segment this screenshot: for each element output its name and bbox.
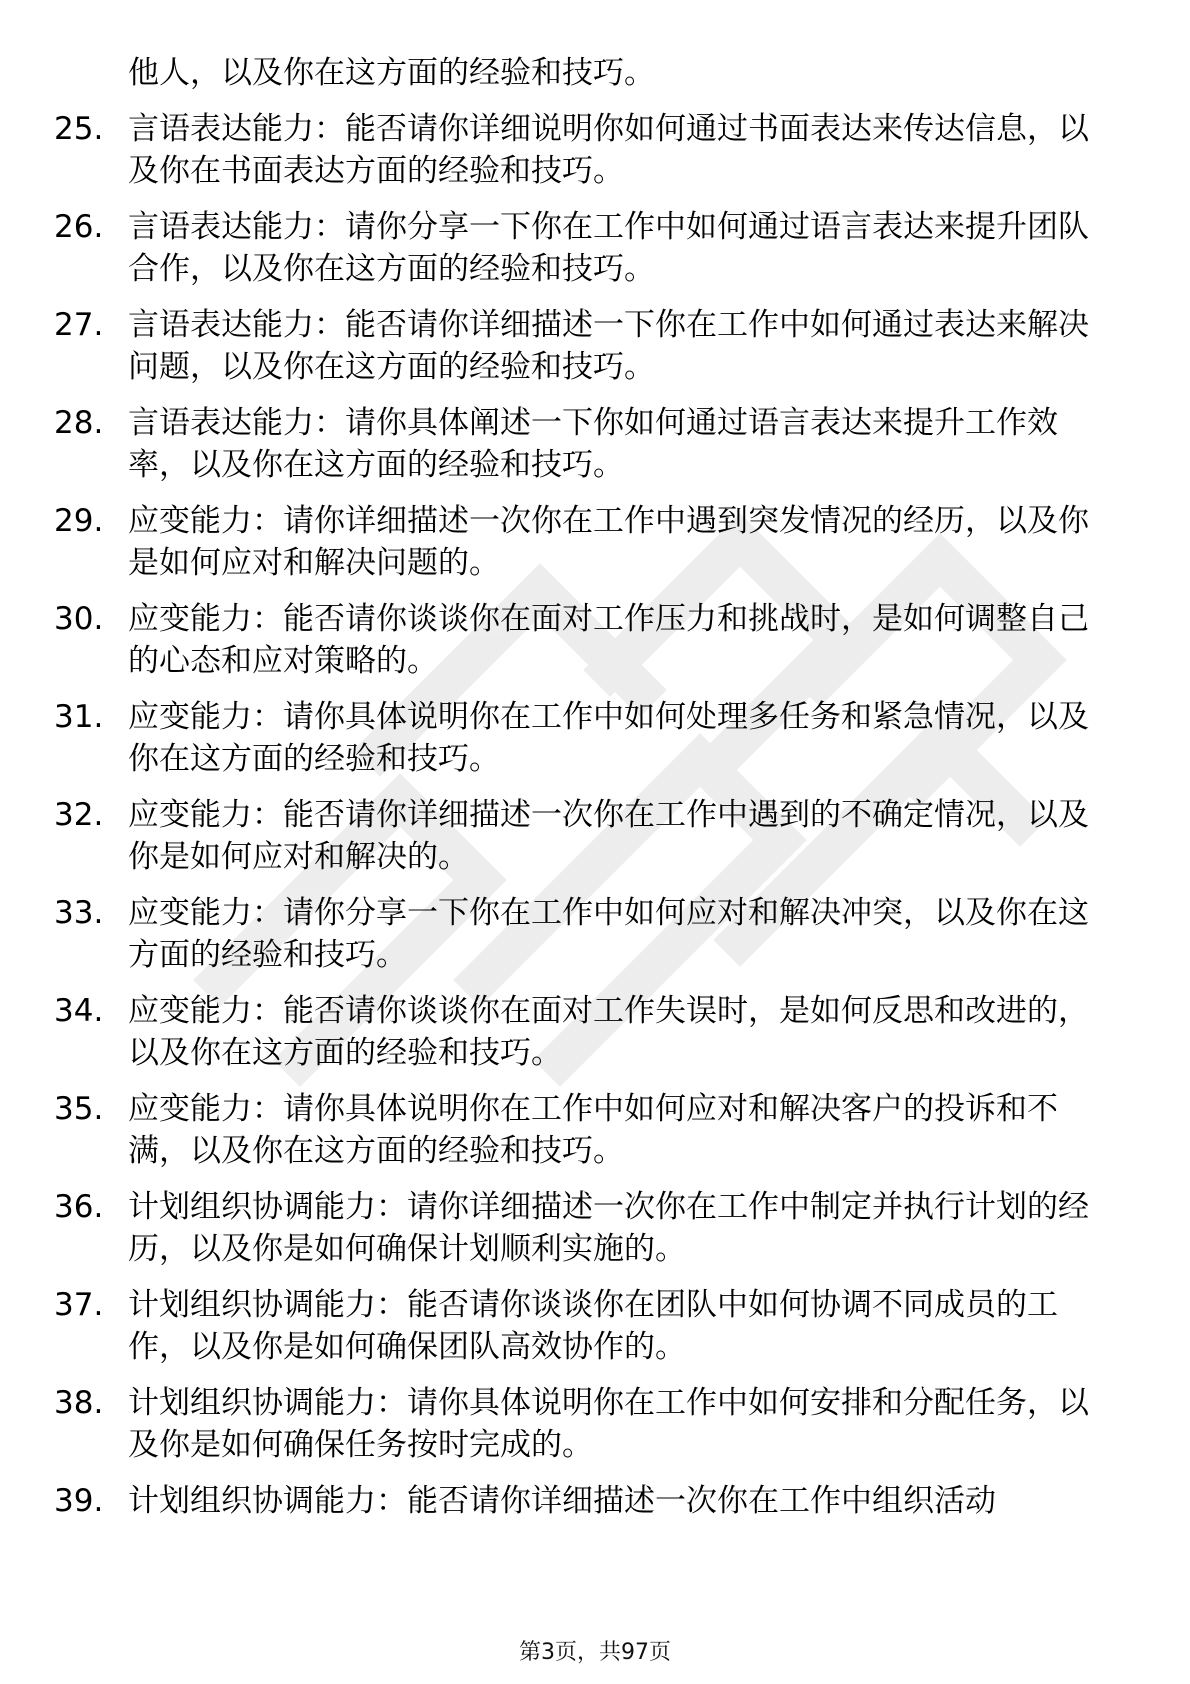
- item-text: 应变能力：能否请你谈谈你在面对工作压力和挑战时，是如何调整自己的心态和应对策略的。: [128, 601, 1089, 679]
- item-text: 言语表达能力：能否请你详细描述一下你在工作中如何通过表达来解决问题，以及你在这方面的经验和技巧。: [128, 307, 1089, 385]
- page-footer: 第3页，共97页: [519, 1640, 671, 1665]
- list-item: [0, 1088, 1190, 1172]
- list-item: [0, 892, 1190, 976]
- list-item: [0, 1382, 1190, 1466]
- item-number: 33.: [54, 895, 104, 931]
- item-text: 应变能力：请你分享一下你在工作中如何应对和解决冲突，以及你在这方面的经验和技巧。: [128, 895, 1089, 973]
- item-text: 应变能力：能否请你详细描述一次你在工作中遇到的不确定情况，以及你是如何应对和解决的。: [128, 797, 1089, 875]
- list-item: [0, 500, 1190, 584]
- list-item: [0, 794, 1190, 878]
- item-text: 言语表达能力：请你具体阐述一下你如何通过语言表达来提升工作效率，以及你在这方面的经验和技巧。: [128, 405, 1058, 483]
- item-number: 39.: [54, 1483, 104, 1519]
- item-text: 计划组织协调能力：能否请你谈谈你在团队中如何协调不同成员的工作，以及你是如何确保团队高效协作的。: [128, 1287, 1058, 1365]
- list-item: [0, 598, 1190, 682]
- list-item: [0, 206, 1190, 290]
- item-number: 37.: [54, 1287, 104, 1323]
- list-item: [0, 990, 1190, 1074]
- item-number: 38.: [54, 1385, 104, 1421]
- list-item: [0, 402, 1190, 486]
- question-list: [0, 52, 1190, 1536]
- item-number: 27.: [54, 307, 104, 343]
- item-number: 35.: [54, 1091, 104, 1127]
- continuation-text: 他人，以及你在这方面的经验和技巧。: [128, 55, 655, 91]
- item-text: 计划组织协调能力：能否请你详细描述一次你在工作中组织活动: [128, 1483, 996, 1519]
- item-number: 34.: [54, 993, 104, 1029]
- item-number: 36.: [54, 1189, 104, 1225]
- item-text: 应变能力：请你详细描述一次你在工作中遇到突发情况的经历，以及你是如何应对和解决问题的。: [128, 503, 1089, 581]
- list-item: [0, 108, 1190, 192]
- list-item: [0, 304, 1190, 388]
- item-number: 28.: [54, 405, 104, 441]
- item-number: 32.: [54, 797, 104, 833]
- item-text: 计划组织协调能力：请你具体说明你在工作中如何安排和分配任务，以及你是如何确保任务按时完成的。: [128, 1385, 1089, 1463]
- item-text: 言语表达能力：能否请你详细说明你如何通过书面表达来传达信息，以及你在书面表达方面的经验和技巧。: [128, 111, 1089, 189]
- item-number: 30.: [54, 601, 104, 637]
- list-item: [0, 1480, 1190, 1522]
- item-text: 言语表达能力：请你分享一下你在工作中如何通过语言表达来提升团队合作，以及你在这方面的经验和技巧。: [128, 209, 1089, 287]
- list-item: [0, 1186, 1190, 1270]
- item-number: 29.: [54, 503, 104, 539]
- item-text: 应变能力：请你具体说明你在工作中如何处理多任务和紧急情况，以及你在这方面的经验和技巧。: [128, 699, 1089, 777]
- item-number: 26.: [54, 209, 104, 245]
- item-text: 应变能力：能否请你谈谈你在面对工作失误时，是如何反思和改进的，以及你在这方面的经验和技巧。: [128, 993, 1089, 1071]
- item-text: 应变能力：请你具体说明你在工作中如何应对和解决客户的投诉和不满，以及你在这方面的经验和技巧。: [128, 1091, 1058, 1169]
- item-number: 31.: [54, 699, 104, 735]
- item-number: 25.: [54, 111, 104, 147]
- list-item: [0, 1284, 1190, 1368]
- item-text: 计划组织协调能力：请你详细描述一次你在工作中制定并执行计划的经历，以及你是如何确保计划顺利实施的。: [128, 1189, 1089, 1267]
- list-item: [0, 696, 1190, 780]
